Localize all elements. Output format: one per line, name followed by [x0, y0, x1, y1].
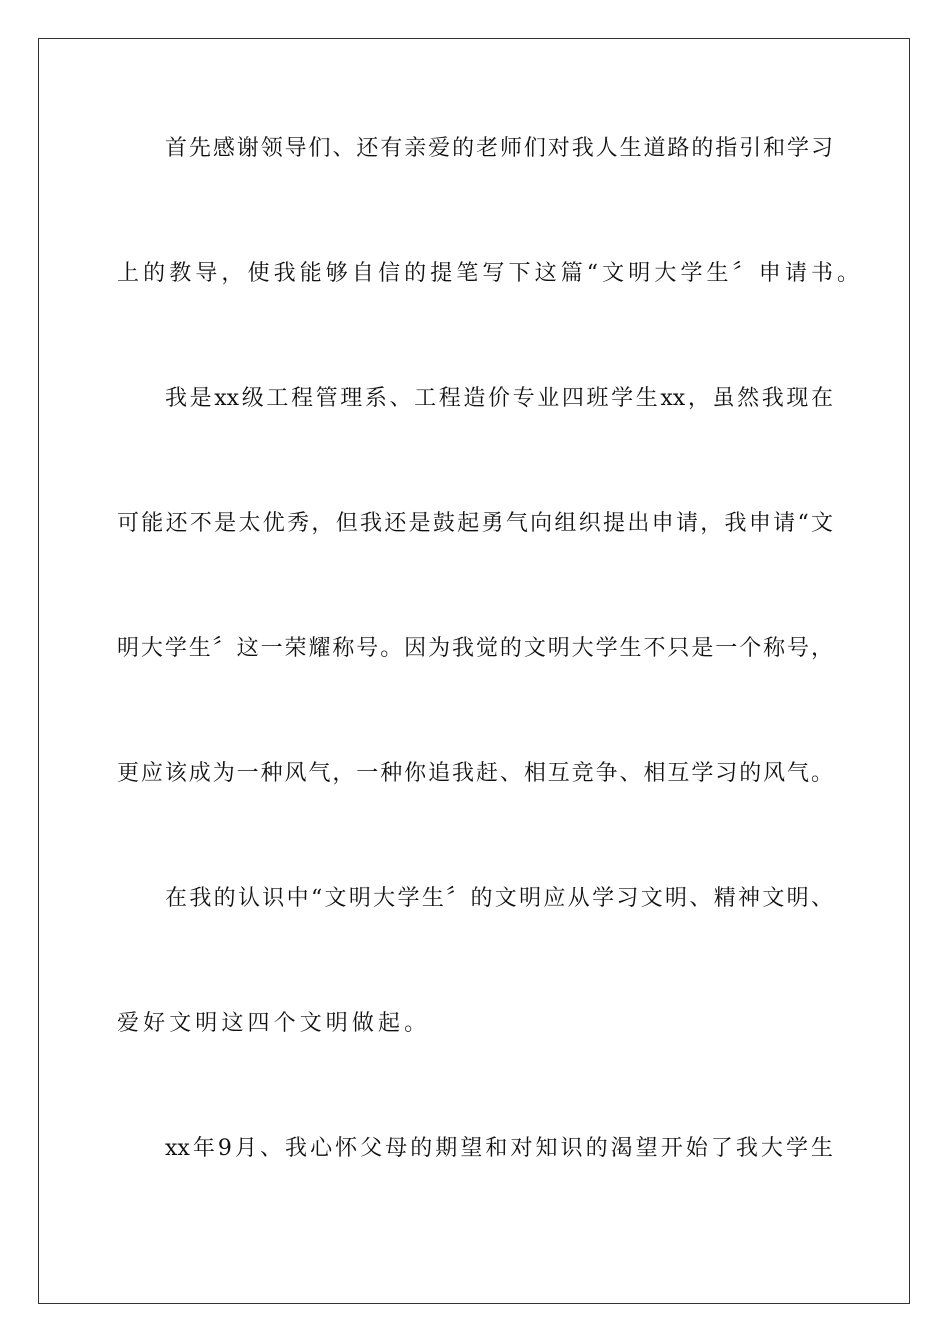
paragraph-3-line-2: 爱好文明这四个文明做起。	[117, 1011, 431, 1036]
paragraph-1-line-1: 首先感谢领导们、还有亲爱的老师们对我人生道路的指引和学习	[165, 136, 833, 161]
paragraph-2-line-2: 可能还不是太优秀，但我还是鼓起勇气向组织提出申请，我申请“文	[117, 511, 833, 536]
paragraph-2-line-3: 明大学生〞这一荣耀称号。因为我觉的文明大学生不只是一个称号，	[117, 636, 833, 661]
paragraph-2-line-1: 我是xx级工程管理系、工程造价专业四班学生xx，虽然我现在	[165, 386, 833, 411]
paragraph-3-line-1: 在我的认识中“文明大学生〞的文明应从学习文明、精神文明、	[165, 886, 833, 911]
paragraph-1-line-2: 上的教导，使我能够自信的提笔写下这篇“文明大学生〞申请书。	[117, 261, 864, 286]
page-border	[38, 38, 910, 1304]
paragraph-4-line-1: xx年9月、我心怀父母的期望和对知识的渴望开始了我大学生	[165, 1136, 833, 1161]
paragraph-2-line-4: 更应该成为一种风气，一种你追我赶、相互竞争、相互学习的风气。	[117, 761, 833, 786]
